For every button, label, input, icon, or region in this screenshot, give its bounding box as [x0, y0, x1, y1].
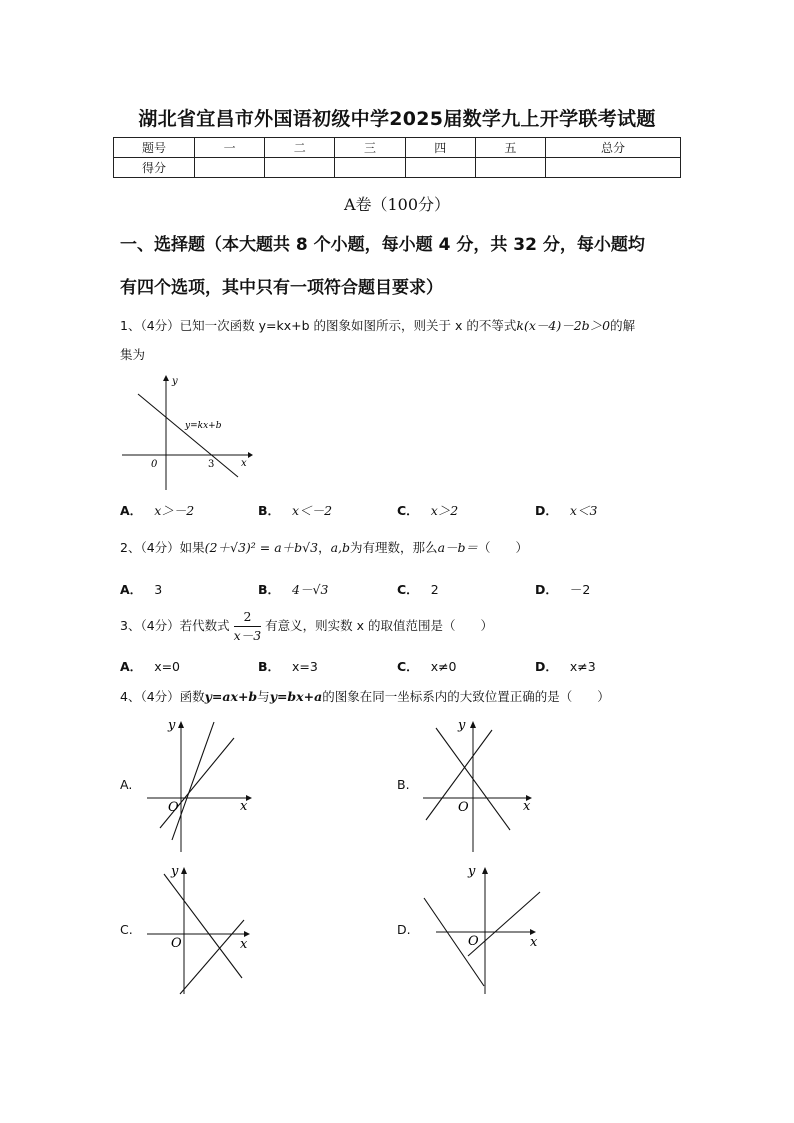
page-title: 湖北省宜昌市外国语初级中学2025届数学九上开学联考试题 [138, 108, 656, 130]
score-cell[interactable] [546, 158, 681, 178]
option-letter: B． [258, 582, 281, 597]
part1-heading-line1: 一、选择题（本大题共 8 个小题，每小题 4 分，共 32 分，每小题均 [120, 235, 645, 255]
q4a-origin-label: O [168, 800, 179, 815]
score-cell[interactable] [475, 158, 545, 178]
q2-option-c[interactable] [397, 580, 439, 598]
q3-fraction-numerator: 2 [234, 608, 262, 627]
score-header-cell: 总分 [546, 138, 681, 158]
option-letter: C． [397, 582, 419, 597]
section-a-heading: A卷（100分） [343, 195, 451, 214]
option-letter: A． [120, 582, 143, 597]
q1-inequality: k(x－4)－2b＞0 [516, 318, 611, 333]
option-text: x=0 [154, 659, 181, 674]
option-letter: D． [535, 582, 558, 597]
q2-stem-text2: 为有理数，那么 [350, 540, 438, 555]
q3-fraction-denominator: x－3 [233, 628, 262, 643]
q4-function-1: y=ax+b [204, 689, 258, 704]
score-cell[interactable] [335, 158, 405, 178]
q2-option-d[interactable] [535, 580, 590, 598]
q4d-y-arrow [482, 867, 488, 874]
q1-line-label: y=kx+b [185, 421, 222, 431]
score-header-cell: 四 [405, 138, 475, 158]
q1-option-a[interactable] [120, 501, 194, 519]
q4c-line-2 [180, 920, 244, 994]
q4b-origin-label: O [458, 800, 469, 815]
q2-equation: (2＋√3)² = a＋b√3 [204, 540, 319, 555]
q2-expression: a－b＝ [437, 540, 479, 555]
option-text: x＜－2 [292, 503, 333, 518]
q4-graph-a[interactable] [142, 712, 257, 854]
score-cell[interactable] [265, 158, 335, 178]
q4-stem-text: 4、（4分）函数 [120, 689, 205, 704]
option-letter: D． [535, 659, 558, 674]
q4d-y-label: y [468, 864, 476, 879]
q2-vars: a,b [330, 540, 351, 555]
q3-option-b[interactable] [258, 657, 318, 675]
q4c-x-label: x [240, 937, 248, 952]
q1-tick-label: 3 [208, 459, 215, 470]
q1-stem [120, 316, 680, 334]
q4-stem-text3: 的图象在同一坐标系内的大致位置正确的是（ ） [322, 689, 610, 704]
q1-option-b[interactable] [258, 501, 332, 519]
q4-graph-b[interactable] [418, 712, 538, 854]
score-cell[interactable] [195, 158, 265, 178]
option-letter: C． [397, 503, 419, 518]
q4a-x-label: x [240, 799, 248, 814]
q4-stem [120, 687, 680, 705]
option-text: x＞2 [430, 503, 459, 518]
q1-stem-text: 1、（4分）已知一次函数 y=kx+b 的图象如图所示，则关于 x 的不等式 [120, 318, 517, 333]
q4b-y-label: y [458, 718, 466, 733]
score-table [113, 137, 681, 178]
option-text: x≠3 [569, 659, 596, 674]
q2-option-b[interactable] [258, 580, 328, 598]
q2-stem [120, 538, 700, 556]
option-text: 3 [154, 582, 163, 597]
q1-y-arrow [163, 375, 169, 381]
q4d-x-label: x [530, 935, 538, 950]
option-text: 4－√3 [292, 582, 329, 597]
q4-option-d-label[interactable]: D. [397, 922, 411, 937]
option-text: x=3 [292, 659, 318, 674]
q4a-line-1 [172, 722, 214, 840]
q4c-y-label: y [171, 864, 179, 879]
score-header-cell: 一 [195, 138, 265, 158]
q1-option-d[interactable] [535, 501, 597, 519]
q3-stem-text: 3、（4分）若代数式 [120, 618, 230, 633]
score-table-score-row [114, 158, 681, 178]
q4b-x-label: x [523, 799, 531, 814]
q2-stem-sep: ， [318, 540, 331, 555]
score-cell[interactable] [405, 158, 475, 178]
score-header-cell: 二 [265, 138, 335, 158]
q4b-y-arrow [470, 721, 476, 728]
q3-stem-text-end: 有意义，则实数 x 的取值范围是（ ） [265, 618, 494, 633]
option-text: x≠0 [430, 659, 457, 674]
q2-stem-end: （ ） [478, 540, 529, 555]
q3-fraction [234, 608, 262, 645]
score-header-cell: 五 [475, 138, 545, 158]
q1-stem-text-end: 的解 [610, 318, 636, 333]
q3-option-c[interactable] [397, 657, 457, 675]
option-text: x＞－2 [154, 503, 195, 518]
q3-option-d[interactable] [535, 657, 596, 675]
q1-x-arrow [248, 452, 253, 458]
option-letter: B． [258, 659, 281, 674]
q4-option-c-label[interactable]: C. [120, 922, 133, 937]
q4-option-b-label[interactable]: B. [397, 777, 410, 792]
q1-x-label: x [241, 458, 247, 469]
option-letter: A． [120, 503, 143, 518]
q2-option-a[interactable] [120, 580, 162, 598]
q1-y-label: y [172, 376, 178, 387]
score-header-cell: 题号 [114, 138, 195, 158]
q4a-y-label: y [168, 718, 176, 733]
option-text: x＜3 [569, 503, 598, 518]
q1-graph [118, 372, 253, 492]
q4-option-a-label[interactable]: A. [120, 777, 133, 792]
q4-graph-c[interactable] [142, 858, 257, 998]
q4d-origin-label: O [468, 934, 479, 949]
option-text: 2 [430, 582, 439, 597]
q4a-y-arrow [178, 721, 184, 728]
q2-stem-text: 2、（4分）如果 [120, 540, 205, 555]
q4c-line-1 [164, 874, 242, 978]
option-letter: D． [535, 503, 558, 518]
score-header-cell: 三 [335, 138, 405, 158]
q4c-y-arrow [181, 867, 187, 874]
q4c-origin-label: O [171, 936, 182, 951]
option-letter: C． [397, 659, 419, 674]
part1-heading-line2: 有四个选项，其中只有一项符合题目要求） [120, 278, 443, 298]
q3-option-a[interactable] [120, 657, 180, 675]
score-row-label: 得分 [114, 158, 195, 178]
q4-graph-d[interactable] [418, 858, 543, 998]
q1-option-c[interactable] [397, 501, 458, 519]
option-text: －2 [569, 582, 591, 597]
option-letter: A． [120, 659, 143, 674]
q1-stem-line2: 集为 [120, 347, 146, 362]
q3-stem [120, 606, 680, 646]
q1-origin-label: 0 [151, 459, 158, 470]
q4-function-2: y=bx+a [269, 689, 323, 704]
option-letter: B． [258, 503, 281, 518]
score-table-header-row [114, 138, 681, 158]
q4-stem-text2: 与 [257, 689, 270, 704]
